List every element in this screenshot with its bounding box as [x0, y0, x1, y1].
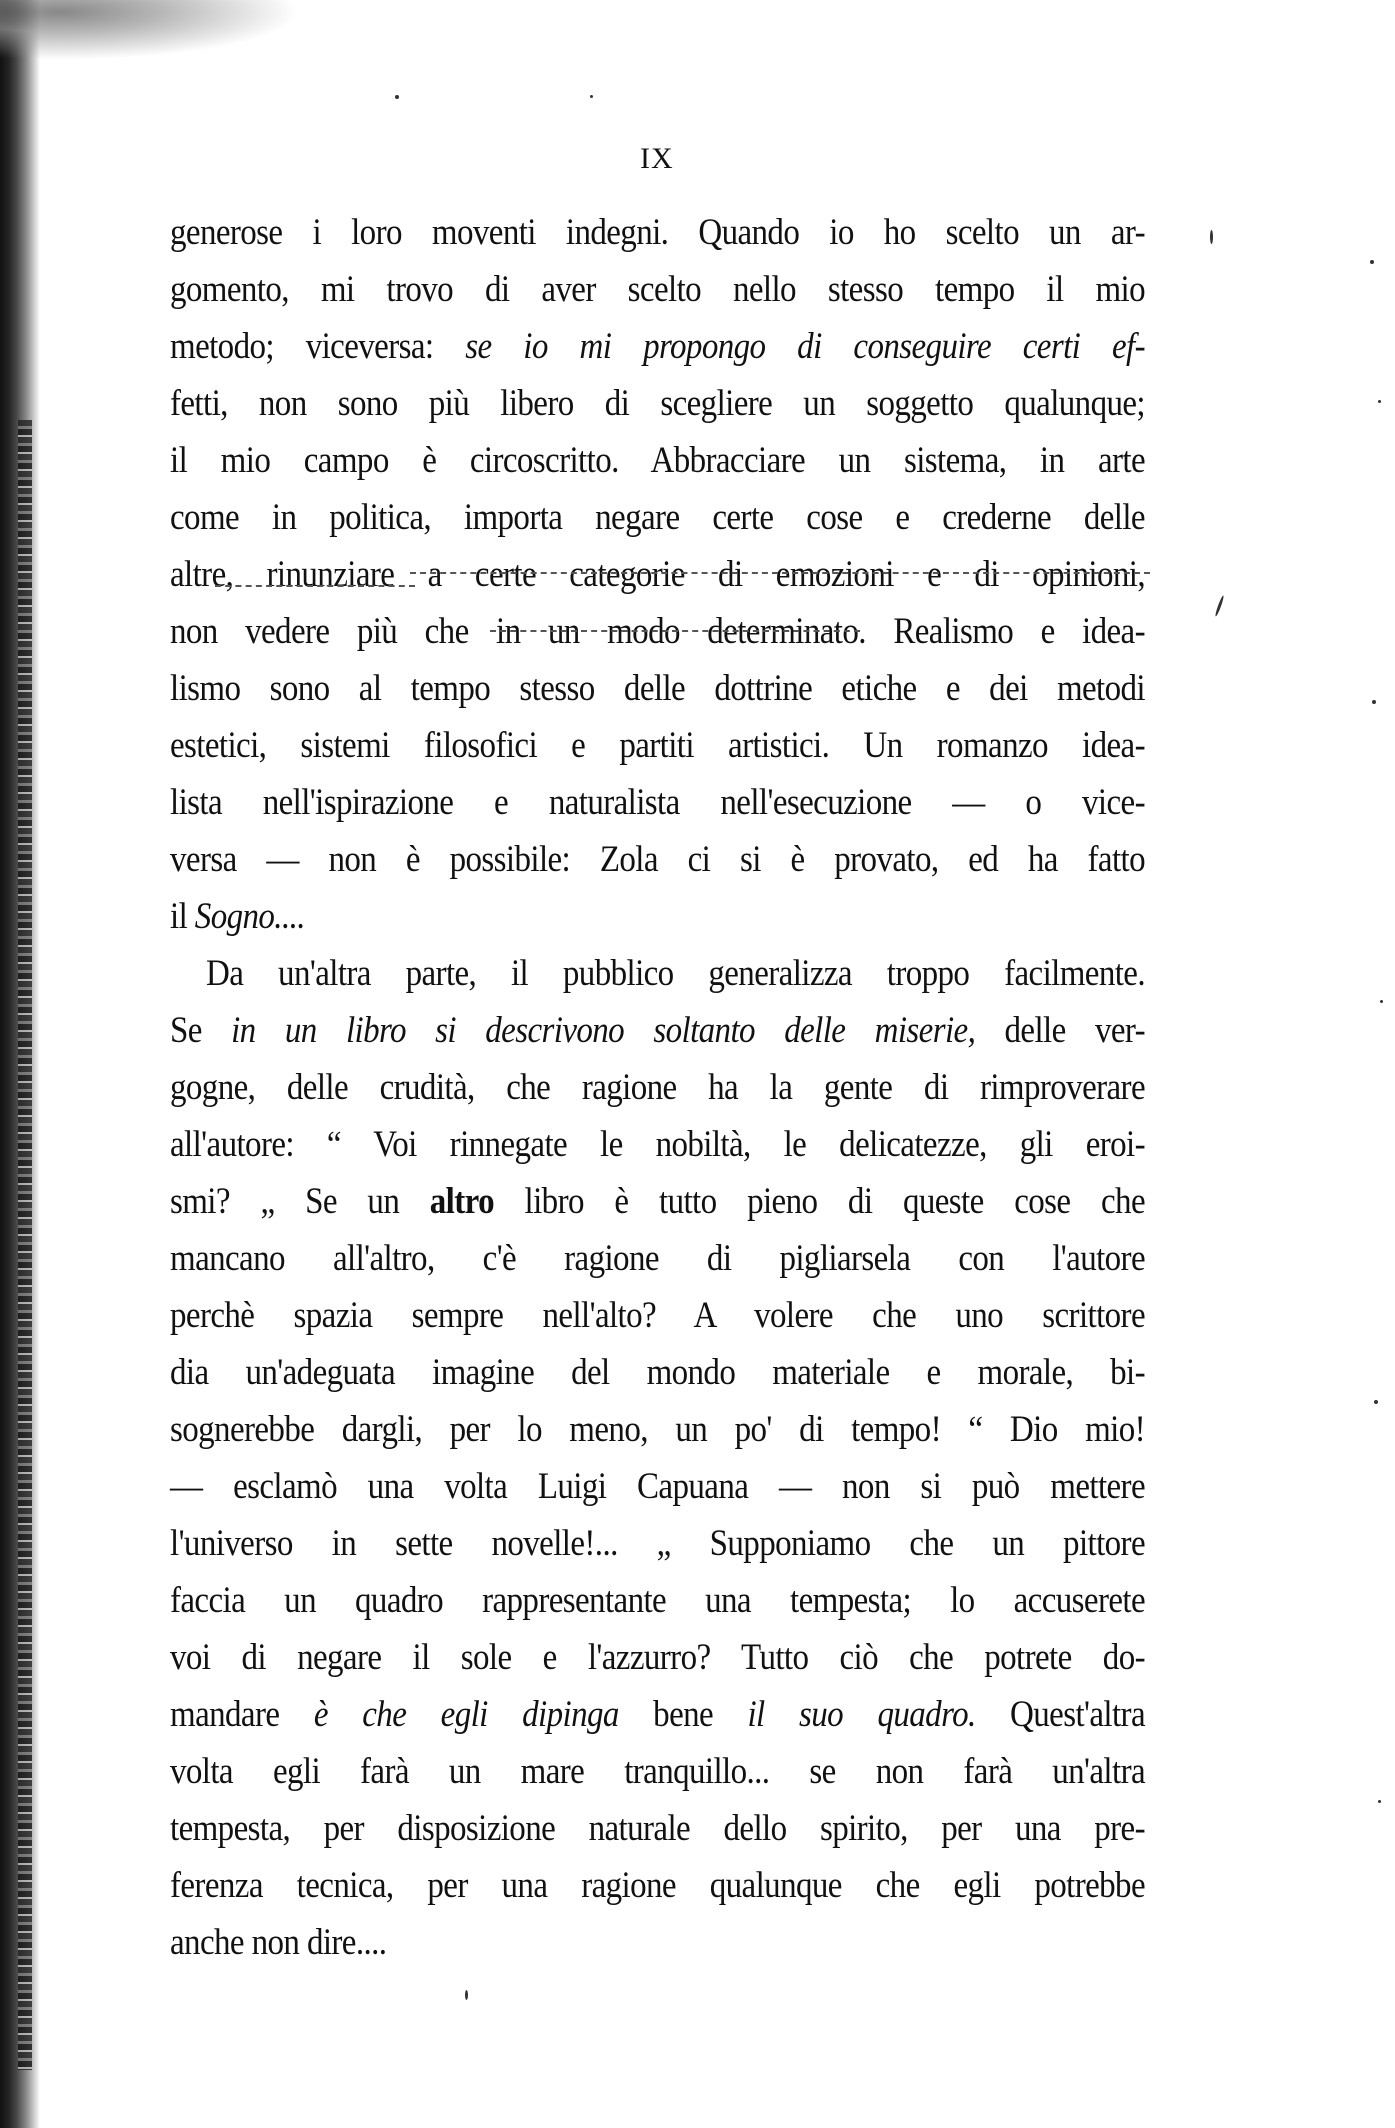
text-line: [170, 373, 1145, 437]
text-line: [170, 1399, 1145, 1463]
italic-text: Sogno....: [194, 896, 305, 938]
text-line: [170, 1456, 1145, 1520]
text-segment: Quest'altra: [975, 1694, 1145, 1736]
text-segment: libro è tutto pieno di queste cose che: [494, 1181, 1145, 1223]
margin-speck: [590, 95, 593, 98]
text-line: [170, 1741, 1145, 1805]
italic-text: è che egli dipinga: [313, 1694, 619, 1736]
text-segment: delle ver-: [975, 1010, 1146, 1052]
page-number: IX: [640, 142, 674, 175]
margin-speck: [1370, 260, 1374, 264]
text-segment: generose i loro moventi indegni. Quando io ho scelto un ar-: [170, 212, 1145, 254]
text-segment: altre, rinunziare a certe categorie di emozioni e di opinioni,: [170, 554, 1145, 596]
text-segment: bene: [618, 1694, 748, 1736]
pencil-underline: [215, 585, 415, 587]
text-line: [170, 259, 1145, 323]
margin-speck: [1372, 700, 1376, 704]
text-line: [170, 1855, 1145, 1919]
pencil-underline: [490, 630, 860, 632]
text-segment: non vedere più che in un modo determinato. Realismo e idea-: [170, 611, 1145, 653]
text-segment: Da un'altra parte, il pubblico generalizza troppo facilmente.: [206, 953, 1145, 995]
text-line: [170, 1285, 1145, 1349]
text-segment: Se: [170, 1010, 232, 1052]
text-segment: gogne, delle crudità, che ragione ha la gente di rimproverare: [170, 1067, 1145, 1109]
margin-speck: [395, 95, 399, 99]
text-line: [170, 1000, 1145, 1064]
text-segment: come in politica, importa negare certe cose e crederne delle: [170, 497, 1145, 539]
text-segment: lismo sono al tempo stesso delle dottrine etiche e dei metodi: [170, 668, 1145, 710]
text-segment: voi di negare il sole e l'azzurro? Tutto ciò che potrete do-: [170, 1637, 1145, 1679]
margin-speck: [465, 1990, 468, 2000]
bold-text: altro: [429, 1181, 494, 1223]
text-segment: — esclamò una volta Luigi Capuana — non si può mettere: [170, 1466, 1145, 1508]
margin-speck: [1214, 595, 1224, 617]
text-line: [170, 202, 1145, 266]
italic-text: in un libro si descrivono soltanto delle miserie,: [231, 1010, 976, 1052]
text-segment: mandare: [170, 1694, 314, 1736]
text-segment: ferenza tecnica, per una ragione qualunque che egli potrebbe: [170, 1865, 1145, 1907]
text-line: [170, 1684, 1145, 1748]
text-segment: mancano all'altro, c'è ragione di pigliarsela con l'autore: [170, 1238, 1145, 1280]
text-segment: gomento, mi trovo di aver scelto nello stesso tempo il mio: [170, 269, 1145, 311]
margin-speck: [1378, 1800, 1381, 1803]
text-line: [170, 1570, 1145, 1634]
text-segment: il: [170, 896, 195, 938]
text-segment: fetti, non sono più libero di scegliere un soggetto qualunque;: [170, 383, 1145, 425]
text-segment: il mio campo è circoscritto. Abbracciare un sistema, in arte: [170, 440, 1145, 482]
text-segment: smi? „ Se un: [170, 1181, 430, 1223]
text-line: [170, 544, 1145, 608]
text-line: [170, 1798, 1145, 1862]
margin-speck: [1374, 1400, 1378, 1404]
text-segment: tempesta, per disposizione naturale dello spirito, per una pre-: [170, 1808, 1145, 1850]
text-segment: versa — non è possibile: Zola ci si è provato, ed ha fatto: [170, 839, 1145, 881]
margin-speck: [1210, 230, 1213, 244]
text-line: [170, 1627, 1145, 1691]
text-line: [170, 487, 1145, 551]
text-segment: metodo; viceversa:: [170, 326, 466, 368]
italic-text: se io mi propongo di conseguire certi ef-: [465, 326, 1145, 368]
text-line: [170, 829, 1145, 893]
text-segment: anche non dire....: [170, 1922, 387, 1964]
text-line: [170, 1114, 1145, 1178]
text-segment: faccia un quadro rappresentante una tempesta; lo accuserete: [170, 1580, 1145, 1622]
scan-corner-smudge: [0, 0, 300, 60]
text-line: [170, 1912, 1145, 1976]
margin-speck: [1378, 400, 1381, 403]
text-line: [170, 943, 1145, 1007]
italic-text: il suo quadro.: [747, 1694, 976, 1736]
text-line: [170, 316, 1145, 380]
text-line: [170, 658, 1145, 722]
text-line: [170, 430, 1145, 494]
text-line: [170, 1513, 1145, 1577]
pencil-underline: [410, 572, 1150, 574]
text-line: [170, 601, 1145, 665]
text-segment: lista nell'ispirazione e naturalista nell'esecuzione — o vice-: [170, 782, 1145, 824]
text-segment: l'universo in sette novelle!... „ Supponiamo che un pittore: [170, 1523, 1145, 1565]
text-line: [170, 1057, 1145, 1121]
text-line: [170, 772, 1145, 836]
text-segment: sognerebbe dargli, per lo meno, un po' di tempo! “ Dio mio!: [170, 1409, 1145, 1451]
scan-binding-shadow: [18, 420, 32, 2070]
text-line: [170, 1342, 1145, 1406]
text-line: [170, 886, 1145, 950]
text-segment: estetici, sistemi filosofici e partiti artistici. Un romanzo idea-: [170, 725, 1145, 767]
body-text: [170, 205, 1145, 1972]
text-segment: perchè spazia sempre nell'alto? A volere che uno scrittore: [170, 1295, 1145, 1337]
text-segment: all'autore: “ Voi rinnegate le nobiltà, le delicatezze, gli eroi-: [170, 1124, 1145, 1166]
margin-speck: [1380, 1000, 1383, 1003]
text-line: [170, 1228, 1145, 1292]
text-line: [170, 715, 1145, 779]
text-segment: dia un'adeguata imagine del mondo materiale e morale, bi-: [170, 1352, 1145, 1394]
text-line: [170, 1171, 1145, 1235]
text-segment: volta egli farà un mare tranquillo... se non farà un'altra: [170, 1751, 1145, 1793]
